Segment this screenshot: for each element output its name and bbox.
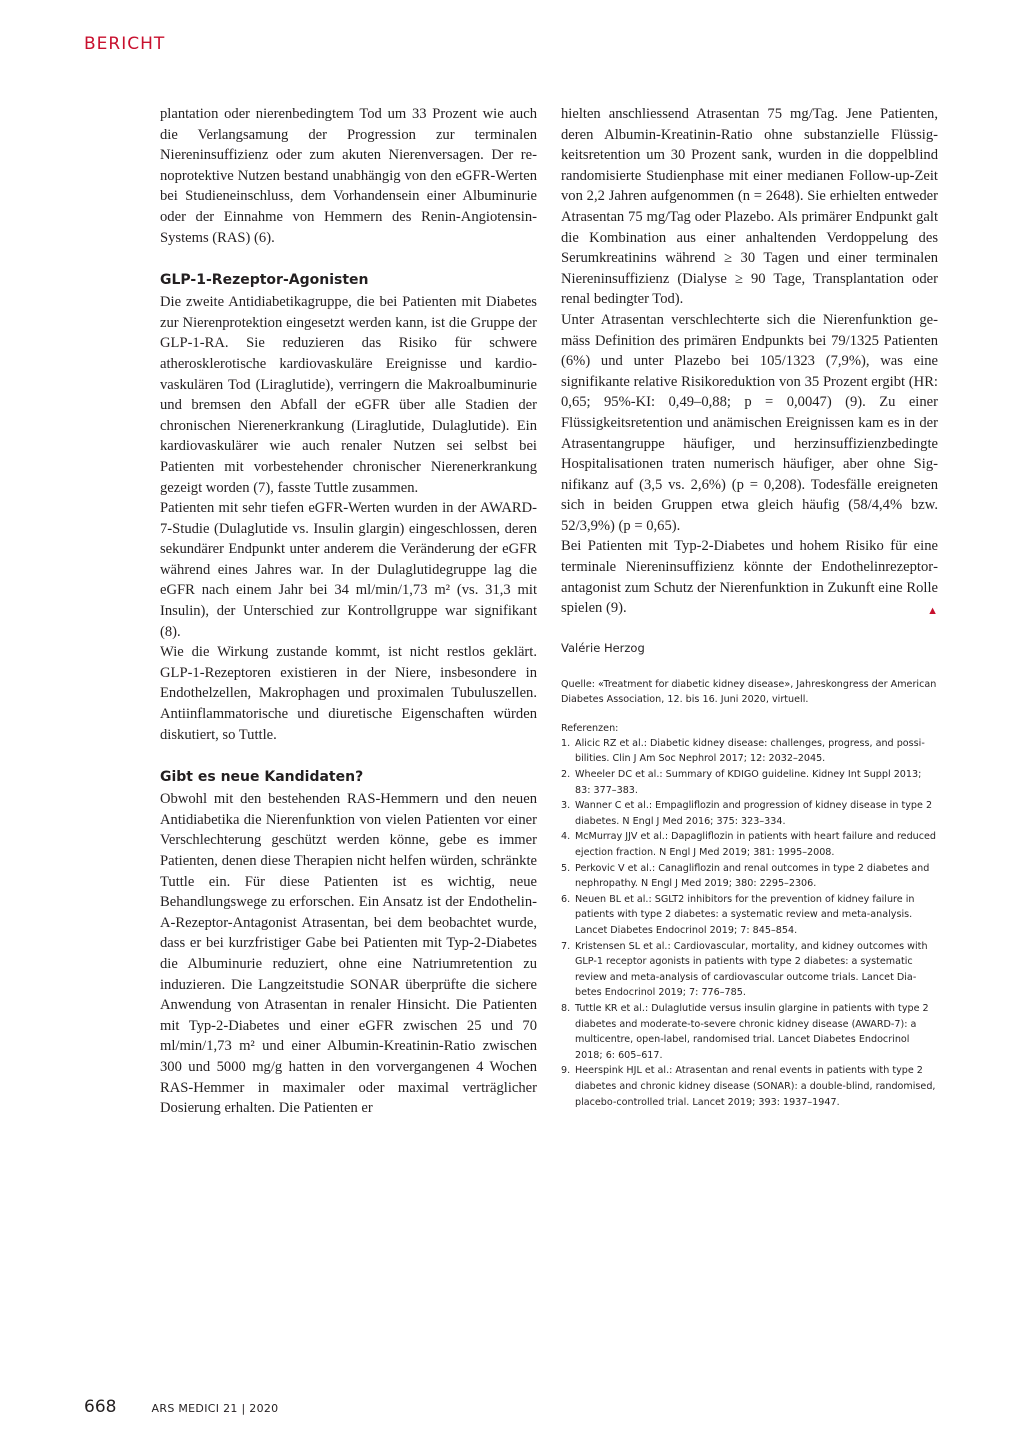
left-column	[160, 104, 537, 1119]
reference-text: Alicic RZ et al.: Diabetic kidney disease: challenges, progress, and possibilities. Clin J Am Soc Nephrol 2017; 12: 2032–2045.	[575, 737, 925, 765]
reference-item	[561, 829, 938, 860]
reference-text: Kristensen SL et al.: Cardiovascular, mortality, and kidney outcomes with GLP-1 receptor agonists in patients with type 2 diabetes: a systematic review and meta-analysis of cardiovascular outcome trials. Lancet Diabetes Endocrinol 2019; 7: 776–785.	[575, 940, 928, 999]
reference-item	[561, 736, 938, 767]
body-paragraph: Wie die Wirkung zustande kommt, ist nicht restlos geklärt. GLP-1-Rezeptoren existieren in der Niere, insbesondere in Endothelzellen, Makrophagen und proximalen Tubuluszellen. Antiinflammatorische und diuretische Eigenschaften würden diskutiert, so Tuttle.	[160, 644, 537, 743]
body-paragraph: Unter Atrasentan verschlechterte sich die Nierenfunktion gemäss Definition des primären Endpunkts bei 79/1325 Patienten (6%) und unter Plazebo bei 105/1323 (7,9%), was eine signifikante relative Risikoreduktion von 35 Prozent ergibt (HR: 0,65; 95%-KI: 0,49–0,88; p = 0,0047) (9). Zu einer Flüssigkeitsretention und anämischen Ereignissen kam es in der Atrasentangruppe häufiger, und herzinsuffizienzbedingte Hospitalisationen traten numerisch häufiger, aber ohne Signifikanz auf (3,5 vs. 2,6%) (p = 0,208). Todesfälle ereigneten sich in beiden Gruppen etwa gleich häufig (58/4,4% bzw. 52/3,9%) (p = 0,65).	[561, 311, 938, 534]
reference-number: 4.	[561, 831, 571, 843]
section-heading: Gibt es neue Kandidaten?	[160, 769, 364, 786]
author-name: Valérie Herzog	[561, 640, 645, 655]
end-triangle-icon: ▲	[927, 605, 938, 618]
reference-item	[561, 861, 938, 892]
right-column-body	[561, 104, 938, 619]
reference-number: 7.	[561, 940, 571, 952]
reference-text: Neuen BL et al.: SGLT2 inhibitors for the prevention of kidney failure in patients with type 2 diabetes: a systematic review and meta-analysis. Lancet Diabetes Endocrinol 2019; 7: 845–854.	[575, 893, 915, 936]
reference-number: 3.	[561, 800, 571, 812]
page-number: 668	[84, 1397, 117, 1417]
body-paragraph	[561, 536, 938, 618]
body-paragraph: hielten anschliessend Atrasentan 75 mg/Tag. Jene Patienten, deren Albumin-Kreatinin-Ratio ohne substanzielle Flüssigkeitsretention um 30 Prozent sank, wurden in die doppelblind randomisierte Studienphase mit einer medianen Follow-up-Zeit von 2,2 Jahren aufgenommen (n = 2648). Sie erhielten entweder Atrasentan 75 mg/Tag oder Plazebo. Als primärer Endpunkt galt die Kombination aus einer anhaltenden Verdoppelung des Serumkreatinins während ≥ 30 Tagen und einer terminalen Niereninsuffizienz (Dialyse ≥ 90 Tage, Transplantation oder renal bedingter Tod).	[561, 106, 938, 308]
reference-item	[561, 939, 938, 1001]
journal-issue: ARS MEDICI 21 | 2020	[151, 1402, 279, 1415]
reference-text: Perkovic V et al.: Canagliflozin and renal outcomes in type 2 diabetes and nephropathy. N Engl J Med 2019; 380: 2295–2306.	[575, 862, 930, 890]
body-paragraph: Patienten mit sehr tiefen eGFR-Werten wurden in der AWARD-7-Studie (Dulaglutide vs. Insulin glargin) eingeschlossen, deren sekundärer Endpunkt unter anderem die Veränderung der eGFR während eines Jahres war. In der Dulaglutidegruppe lag die eGFR nach einem Jahr bei 34 ml/min/1,73 m² (vs. 31,3 mit Insulin), der Unterschied zur Kontrollgruppe war signifikant (8).	[160, 500, 537, 640]
body-paragraph: plantation oder nierenbedingtem Tod um 33 Prozent wie auch die Verlangsamung der Progression zur terminalen Niereninsuffizienz oder zum akuten Nierenversagen. Der renoprotektive Nutzen bestand unabhängig von den eGFR-Werten bei Studieneinschluss, dem Vorhandensein einer Albuminurie oder der Einnahme von Hemmern des Renin-Angiotensin-Systems (RAS) (6).	[160, 106, 537, 246]
reference-item	[561, 892, 938, 939]
reference-text: Tuttle KR et al.: Dulaglutide versus insulin glargine in patients with type 2 diabetes and moderate-to-severe chronic kidney disease (AWARD-7): a multicentre, open-label, randomised trial. Lancet Diabetes Endocrinol 2018; 6: 605–617.	[575, 1002, 929, 1061]
section-label: BERICHT	[84, 34, 166, 54]
section-heading: GLP-1-Rezeptor-Agonisten	[160, 272, 369, 289]
reference-number: 2.	[561, 769, 571, 781]
reference-number: 1.	[561, 737, 571, 749]
page-footer	[84, 1397, 278, 1417]
source-note: Quelle: «Treatment for diabetic kidney disease», Jahreskongress der American Diabetes Association, 12. bis 16. Juni 2020, virtuell.	[561, 678, 937, 705]
references-title: Referenzen:	[561, 722, 619, 734]
body-paragraph: Obwohl mit den bestehenden RAS-Hemmern und den neuen Antidiabetika die Nierenfunktion von vielen Patienten vor einer Verschlechterung geschützt werden könne, gebe es immer Patienten, denen diese Therapien nicht helfen würden, schränkte Tuttle ein. Für diese Patienten ist es wichtig, neue Behandlungswege zu erforschen. Ein Ansatz ist der Endothelin-A-Rezeptor-Antagonist Atrasentan, bei dem beobachtet wurde, dass er bei kurzfristiger Gabe bei Patienten mit Typ-2-Diabetes die Albuminurie reduziert, ohne eine Natriumretention zu induzieren. Die Langzeitstudie SONAR überprüfte die sichere Anwendung von Atrasentan in renaler Hinsicht. Die Patienten mit Typ-2-Diabetes und einer eGFR zwischen 25 und 70 ml/min/1,73 m² und einer Albumin-Kreatinin-Ratio zwischen 300 und 5000 mg/g hatten in den vorvergangenen 4 Wochen RAS-Hemmer in maximaler oder maximal verträglicher Dosierung erhalten. Die Patienten er	[160, 791, 537, 1117]
reference-item	[561, 1001, 938, 1063]
reference-text: McMurray JJV et al.: Dapagliflozin in patients with heart failure and reduced ejection fraction. N Engl J Med 2019; 381: 1995–2008.	[575, 831, 937, 858]
article-end-text: Bei Patienten mit Typ-2-Diabetes und hohem Risiko für eine terminale Niereninsuffizienz könnte der Endothelinrezeptorantagonist zum Schutz der Nierenfunktion in Zukunft eine Rolle spielen (9).	[561, 538, 938, 617]
reference-number: 8.	[561, 1002, 571, 1014]
reference-text: Heerspink HJL et al.: Atrasentan and renal events in patients with type 2 diabetes and chronic kidney disease (SONAR): a double-blind, randomised, placebo-controlled trial. Lancet 2019; 393: 1937–1947.	[575, 1065, 936, 1108]
reference-text: Wheeler DC et al.: Summary of KDIGO guideline. Kidney Int Suppl 2013; 83: 377–383.	[575, 769, 922, 796]
reference-number: 6.	[561, 893, 571, 905]
reference-item	[561, 767, 938, 798]
reference-item	[561, 1063, 938, 1110]
right-column	[561, 104, 938, 1110]
reference-number: 5.	[561, 862, 571, 874]
reference-item	[561, 798, 938, 829]
references-list	[561, 736, 938, 1110]
reference-text: Wanner C et al.: Empagliflozin and progression of kidney disease in type 2 diabetes. N Engl J Med 2016; 375: 323–334.	[575, 800, 933, 827]
body-paragraph: Die zweite Antidiabetikagruppe, die bei Patienten mit Diabetes zur Nierenprotektion eingesetzt werden kann, ist die Gruppe der GLP-1-RA. Sie reduzieren das Risiko für schwere atherosklerotische kardiovaskuläre Ereignisse und kardiovaskulären Tod (Liraglutide), verringern die Makroalbuminurie und bremsen den Abfall der eGFR über alle Stadien der chronischen Nierenerkrankung (Liraglutide, Dulaglutide). Ein kardiovaskulärer wie auch renaler Nutzen sei selbst bei Patienten mit vorbestehender chronischer Nierenerkrankung gezeigt worden (7), fasste Tuttle zusammen.	[160, 294, 537, 496]
reference-number: 9.	[561, 1065, 571, 1077]
